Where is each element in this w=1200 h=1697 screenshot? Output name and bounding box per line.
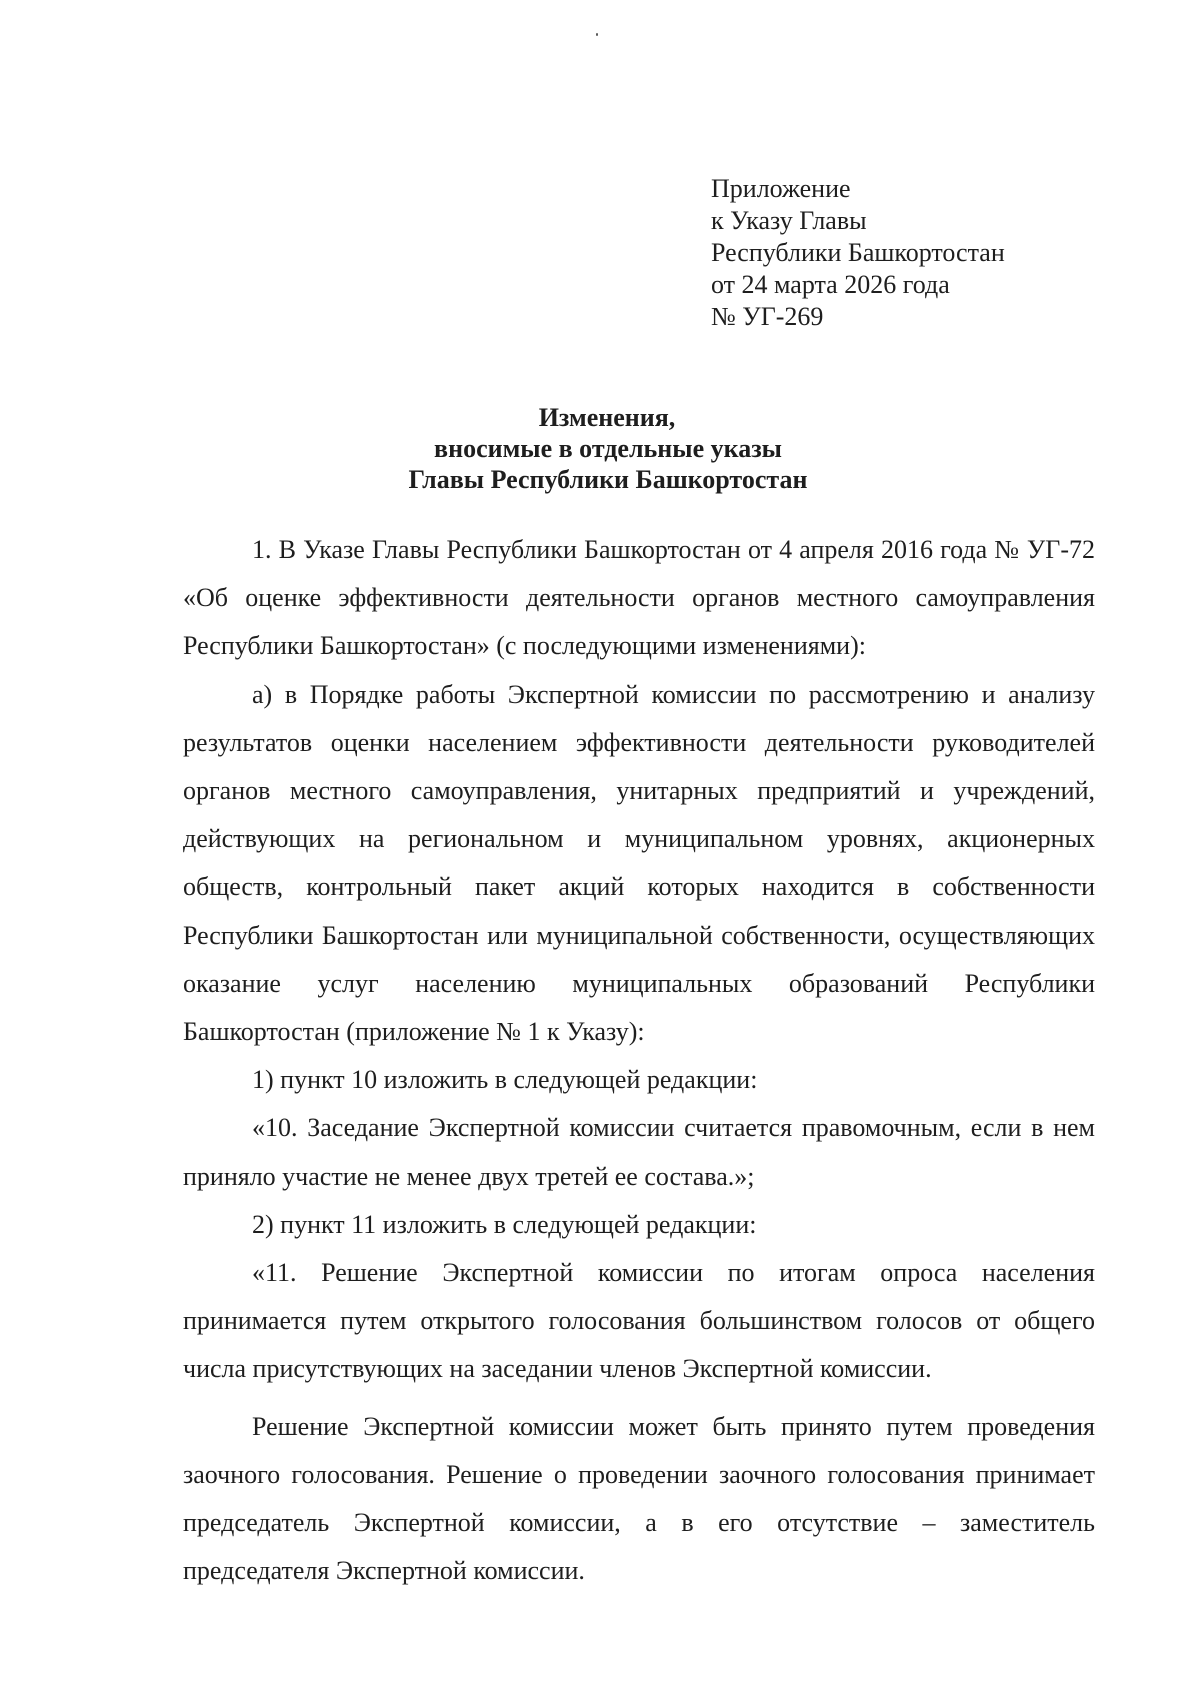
title-line-2: вносимые в отдельные указы	[434, 434, 782, 463]
paragraph-subitem-a: а) в Порядке работы Экспертной комиссии по рассмотрению и анализу результатов оценки населением эффективности деятельности руководителей органов местного самоуправления, унитарных предприятий и учреждений, действующих на региональном и муниципальном уровнях, акционерных обществ, контрольный пакет акций которых находится в собственности Республики Башкортостан или муниципальной собственности, осуществляющих оказание услуг населению муниципальных образований Республики Башкортостан (приложение № 1 к Указу):	[183, 679, 1095, 1047]
document-body	[183, 526, 1095, 1595]
paragraph-point-1: 1) пункт 10 изложить в следующей редакции:	[252, 1065, 758, 1095]
appendix-date: от 24 марта 2026 года	[711, 270, 950, 299]
paragraph-point-2: 2) пункт 11 изложить в следующей редакции:	[252, 1209, 757, 1239]
paragraph-item-1: 1. В Указе Главы Республики Башкортостан от 4 апреля 2016 года № УГ-72 «Об оценке эффективности деятельности органов местного самоуправления Республики Башкортостан» (с последующими изменениями):	[183, 535, 1095, 661]
title-line-1: Изменения,	[538, 403, 676, 432]
appendix-header	[711, 173, 1005, 333]
appendix-republic: Республики Башкортостан	[711, 238, 1005, 267]
appendix-number: № УГ-269	[711, 302, 824, 331]
paragraph-clause-10: «10. Заседание Экспертной комиссии считается правомочным, если в нем приняло участие не менее двух третей ее состава.»;	[183, 1113, 1095, 1191]
paragraph-clause-11: «11. Решение Экспертной комиссии по итогам опроса населения принимается путем открытого голосования большинством голосов от общего числа присутствующих на заседании членов Экспертной комиссии.	[183, 1258, 1095, 1384]
appendix-decree-ref: к Указу Главы	[711, 206, 867, 235]
title-line-3: Главы Республики Башкортостан	[408, 465, 808, 494]
document-title	[0, 402, 1200, 495]
appendix-label: Приложение	[711, 174, 851, 203]
paragraph-absentee-vote: Решение Экспертной комиссии может быть принято путем проведения заочного голосования. Решение о проведении заочного голосования принимает председатель Экспертной комиссии, а в его отсутствие – заместитель председателя Экспертной комиссии.	[183, 1411, 1095, 1586]
scan-speck	[596, 33, 598, 36]
